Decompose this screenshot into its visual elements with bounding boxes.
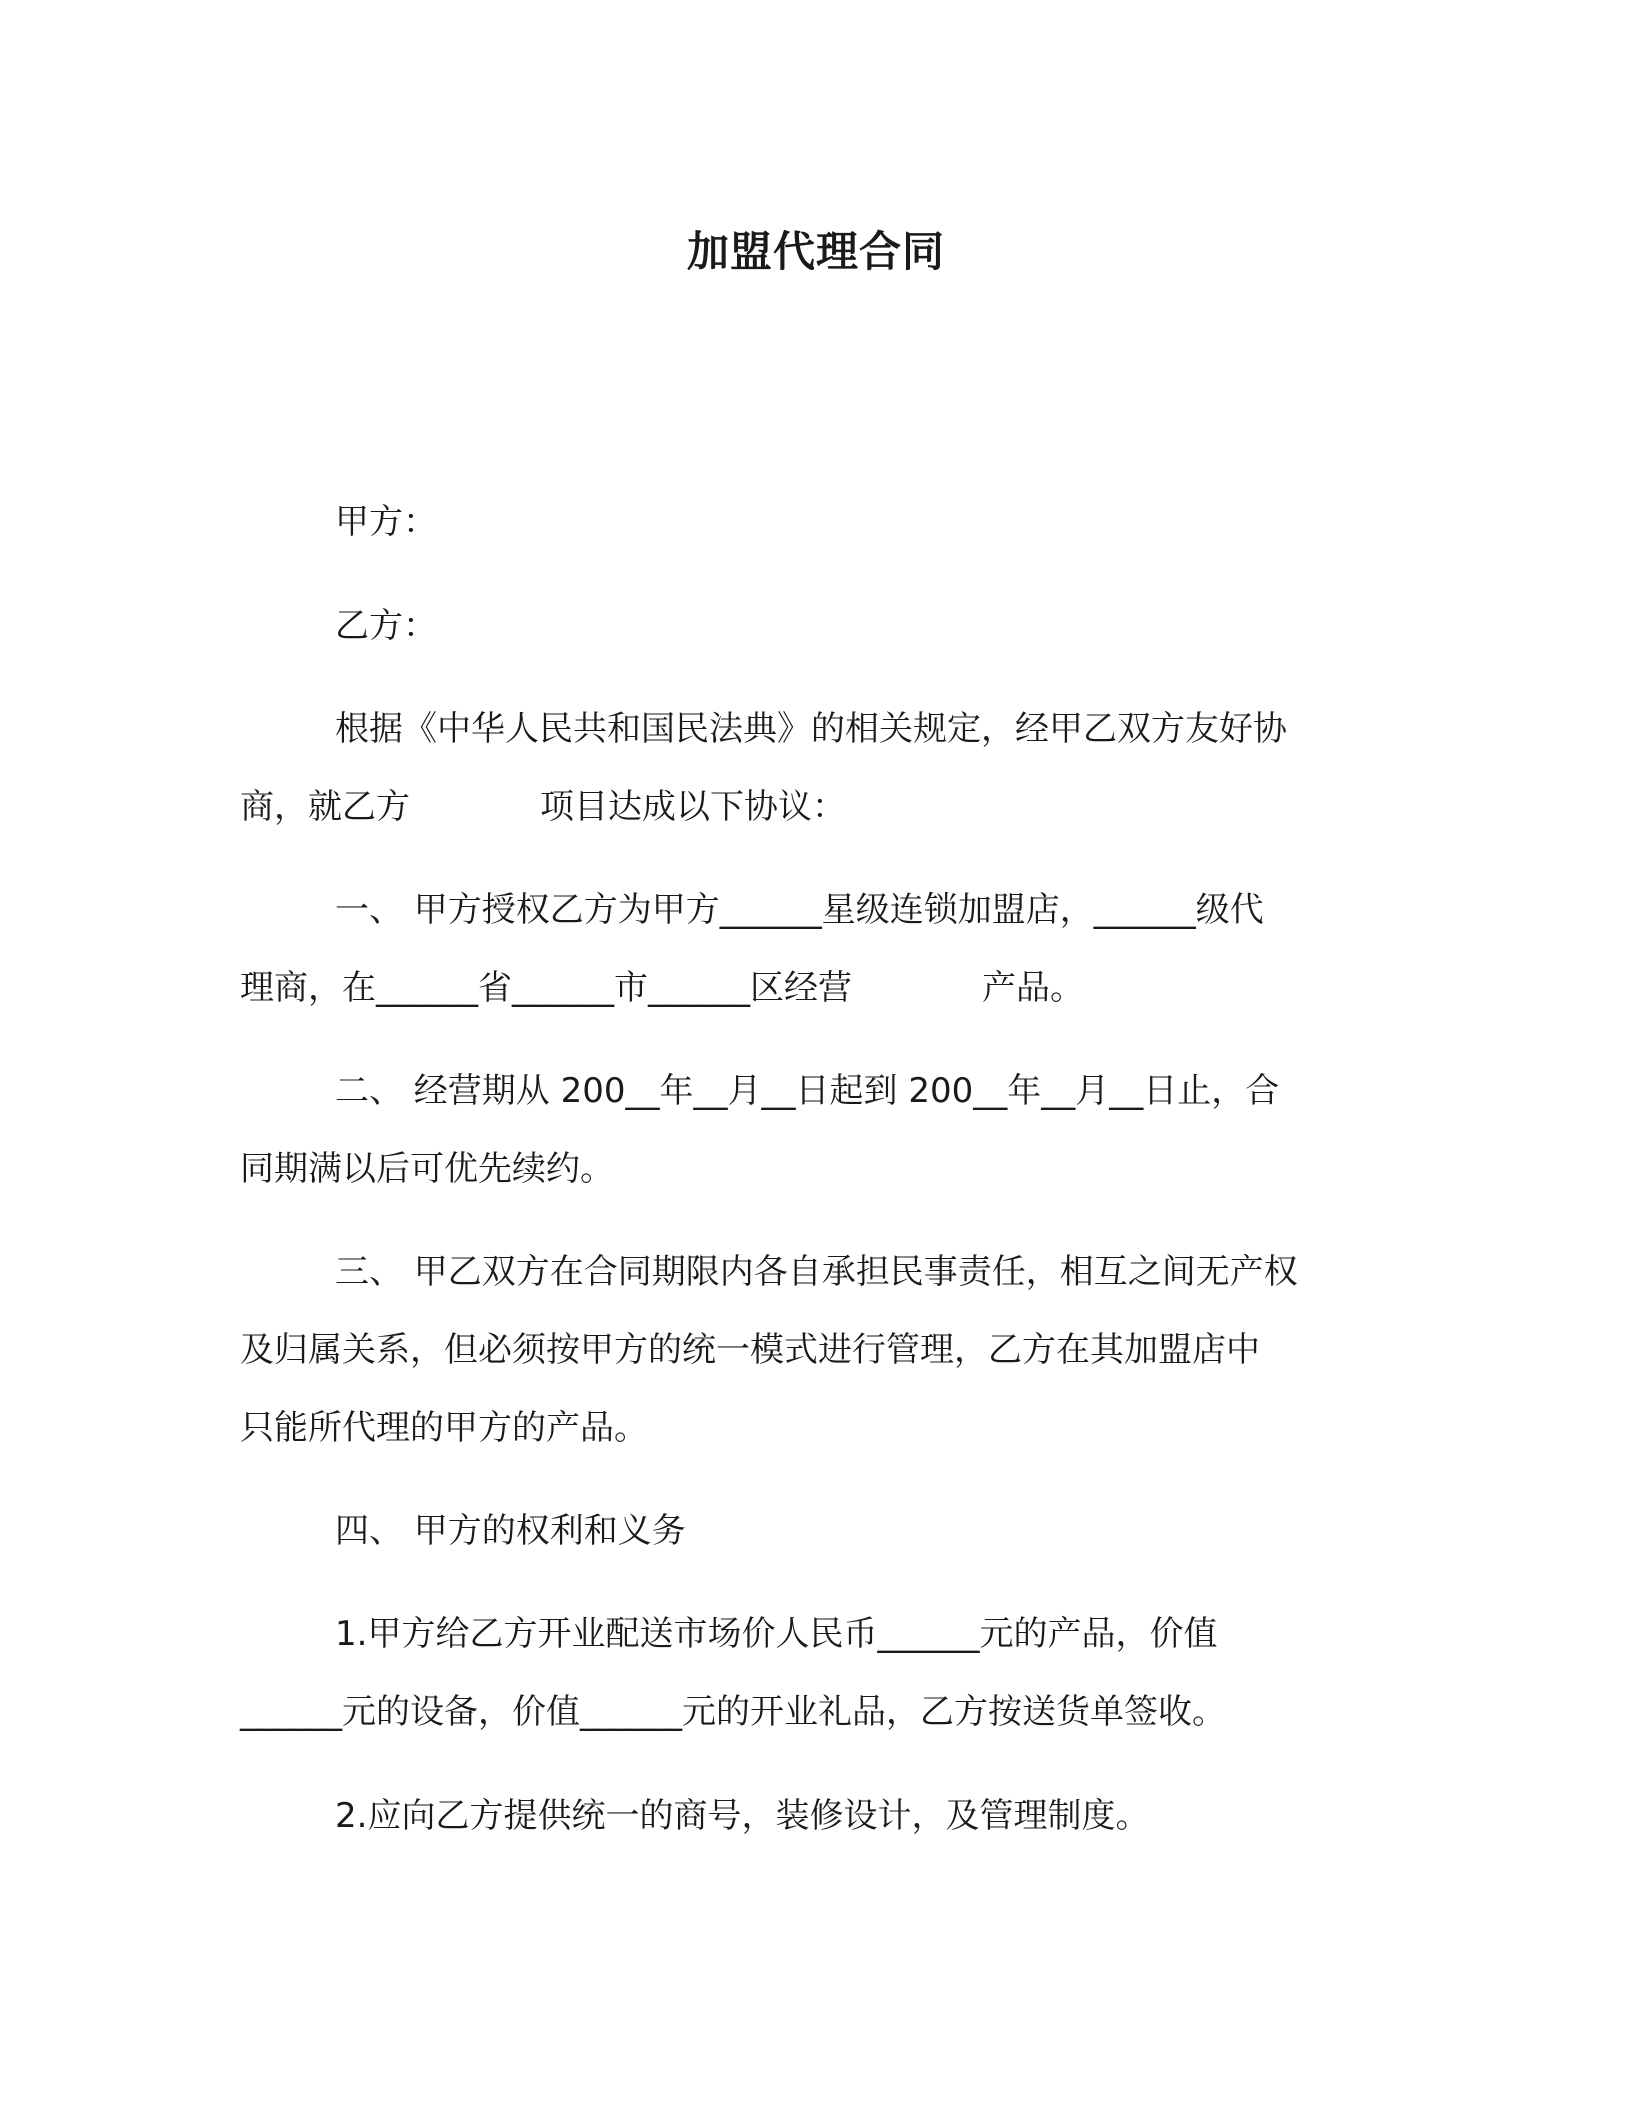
clause-1-line-2-part-b: 产品。 — [982, 968, 1084, 1008]
preamble-paragraph — [240, 690, 1380, 846]
item-2-line-1: 2.应向乙方提供统一的商号，装修设计，及管理制度。 — [335, 1796, 1150, 1836]
clause-1-line-1: 一、 甲方授权乙方为甲方______星级连锁加盟店，______级代 — [335, 890, 1264, 930]
clause-4-heading-line — [240, 1492, 1380, 1570]
document-title: 加盟代理合同 — [686, 227, 945, 276]
clause-3-paragraph — [240, 1233, 1380, 1467]
clause-1-paragraph — [240, 871, 1380, 1027]
clause-2-paragraph — [240, 1052, 1380, 1208]
clause-2-line-2: 同期满以后可优先续约。 — [240, 1149, 614, 1189]
clause-3-line-3: 只能所代理的甲方的产品。 — [240, 1408, 648, 1448]
clause-4-heading: 四、 甲方的权利和义务 — [335, 1511, 686, 1551]
clause-2-line-1: 二、 经营期从 200__年__月__日起到 200__年__月__日止，合 — [335, 1071, 1280, 1111]
item-1-line-1: 1.甲方给乙方开业配送市场价人民币______元的产品，价值 — [335, 1614, 1218, 1654]
party-a-line — [240, 483, 1380, 561]
preamble-line-2 — [240, 768, 1380, 846]
party-b-line — [240, 587, 1380, 665]
item-1-paragraph — [240, 1595, 1380, 1751]
clause-3-line-1: 三、 甲乙双方在合同期限内各自承担民事责任，相互之间无产权 — [335, 1252, 1298, 1292]
clause-3-line-2: 及归属关系，但必须按甲方的统一模式进行管理，乙方在其加盟店中 — [240, 1330, 1260, 1370]
item-2-paragraph — [240, 1777, 1380, 1855]
clause-1-line-2 — [240, 949, 1380, 1027]
preamble-line-1: 根据《中华人民共和国民法典》的相关规定，经甲乙双方友好协 — [335, 709, 1287, 749]
preamble-line-2-part-b: 项目达成以下协议： — [540, 787, 846, 827]
clause-1-line-2-part-a: 理商，在______省______市______区经营 — [240, 968, 852, 1008]
preamble-line-2-part-a: 商，就乙方 — [240, 787, 410, 827]
party-a-label: 甲方： — [335, 502, 437, 542]
item-1-line-2: ______元的设备，价值______元的开业礼品，乙方按送货单签收。 — [240, 1692, 1226, 1732]
party-b-label: 乙方： — [335, 606, 437, 646]
